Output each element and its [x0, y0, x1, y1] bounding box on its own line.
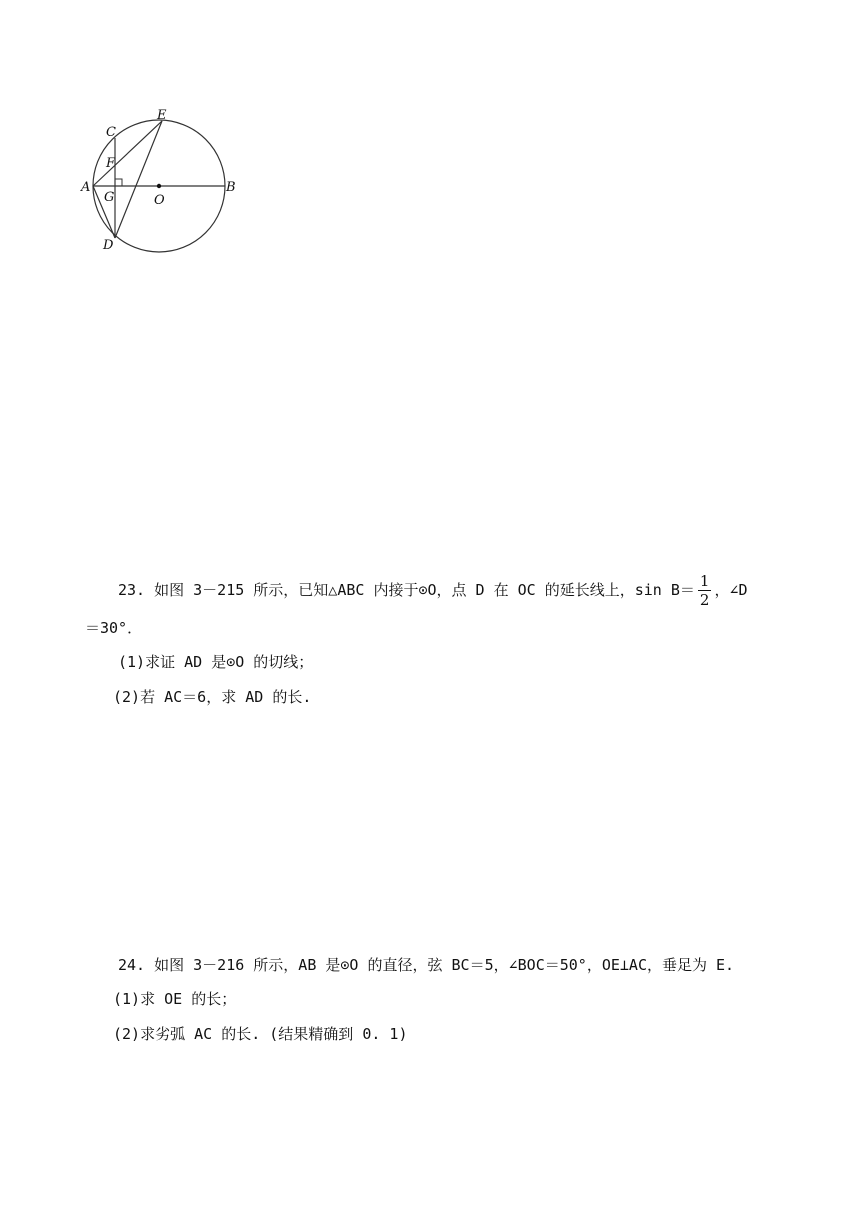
q23-part1: (1)求证 AD 是⊙O 的切线； [118, 653, 314, 671]
q23-text-before: 23. 如图 3－215 所示，已知△ABC 内接于⊙O，点 D 在 OC 的延长线上，sin B＝ [118, 581, 695, 599]
right-angle-mark [115, 179, 122, 186]
q24-part2: (2)求劣弧 AC 的长. (结果精确到 0. 1) [113, 1025, 408, 1043]
label-o: O [154, 193, 165, 208]
label-e: E [157, 108, 167, 123]
label-f: F [106, 156, 116, 171]
label-a: A [81, 180, 91, 195]
q24-line1: 24. 如图 3－216 所示，AB 是⊙O 的直径，弦 BC＝5，∠BOC＝50°，OE⊥AC，垂足为 E. [118, 956, 735, 974]
q23-line1 [118, 572, 748, 609]
q23-line2: ＝30°． [85, 619, 143, 637]
q23-text-after: ，∠D [714, 581, 748, 599]
circle-diagram [78, 100, 248, 260]
label-c: C [106, 125, 116, 140]
q23-part2: (2)若 AC＝6，求 AD 的长. [113, 688, 312, 706]
geometry-figure [78, 100, 248, 260]
label-d: D [103, 238, 114, 253]
segment-ae [93, 121, 162, 186]
fraction-numerator: 1 [699, 572, 710, 590]
center-point-o [157, 184, 161, 188]
label-g: G [104, 190, 115, 205]
label-b: B [226, 180, 236, 195]
q24-part1: (1)求 OE 的长； [113, 990, 237, 1008]
fraction-denominator: 2 [699, 591, 710, 609]
fraction-one-half [698, 572, 712, 609]
